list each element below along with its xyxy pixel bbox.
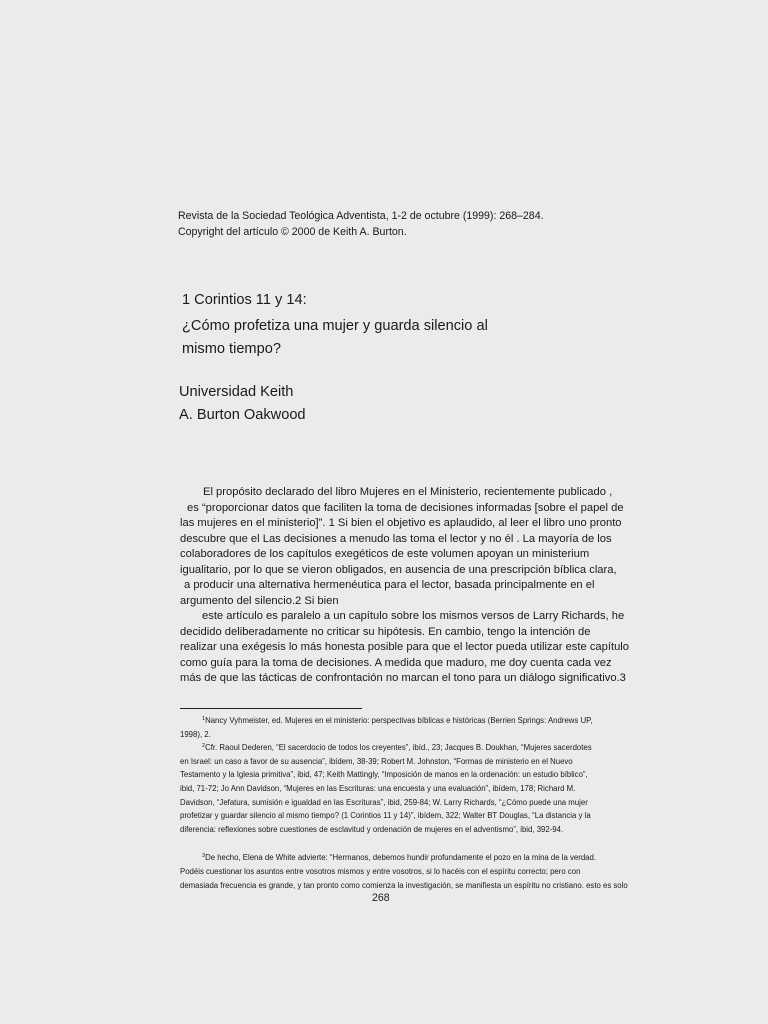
footnote-divider (180, 708, 362, 709)
body-line: descubre que el Las decisiones a menudo las toma el lector y no él . La mayoría de los (180, 532, 612, 545)
article-title (182, 289, 488, 361)
title-line: mismo tiempo? (182, 341, 281, 357)
footnote-1 (180, 714, 610, 728)
footnote-2 (180, 741, 610, 755)
body-line: más de que las tácticas de confrontación no marcan el tono para un diálogo significativo.3 (180, 672, 626, 684)
footnote-line: diferencia: reflexiones sobre cuestiones de esclavitud y ordenación de mujeres en el adventismo”, ibid, 392-94. (180, 824, 564, 834)
author-line: A. Burton Oakwood (179, 407, 306, 423)
footnote-line: demasiada frecuencia es grande, y tan pronto como comienza la investigación, se manifiesta un espíritu no cristiano. esto es solo (180, 880, 628, 890)
journal-header (178, 209, 544, 240)
footnote-spacer (180, 836, 610, 851)
footnote-3 (180, 851, 610, 865)
body-line: argumento del silencio.2 Si bien (180, 594, 339, 607)
body-line: este artículo es paralelo a un capítulo sobre los mismos versos de Larry Richards, he (202, 610, 625, 622)
body-line: decidido deliberadamente no criticar su hipótesis. En cambio, tengo la intención de (180, 625, 591, 638)
page-number: 268 (372, 892, 390, 904)
title-line: 1 Corintios 11 y 14: (182, 292, 307, 308)
body-line: colaboradores de los capítulos exegéticos de este volumen apoyan un ministerium (180, 548, 590, 560)
body-line: a producir una alternativa hermenéutica para el lector, basada principalmente en el (184, 579, 595, 591)
footnote-text: De hecho, Elena de White advierte: “Hermanos, debemos hundir profundamente el pozo en la mina de la verdad. (205, 853, 597, 863)
body-line: las mujeres en el ministerio]”. 1 Si bien el objetivo es aplaudido, al leer el libro uno pronto (180, 517, 622, 529)
footnotes (180, 714, 628, 892)
footnote-text: Cfr. Raoul Dederen, “El sacerdocio de todos los creyentes”, ibíd., 23; Jacques B. Doukhan, “Mujeres sacerdotes (205, 743, 592, 753)
title-line: ¿Cómo profetiza una mujer y guarda silencio al (182, 318, 488, 334)
author-line: Universidad Keith (179, 384, 294, 400)
footnote-line: Testamento y la Iglesia primitiva”, ibid, 47; Keith Mattingly, “Imposición de manos en la ordenación: un estudio bíblico”, (180, 770, 588, 780)
body-paragraph (180, 485, 630, 687)
body-line: El propósito declarado del libro Mujeres en el Ministerio, recientemente publicado , (203, 486, 613, 498)
journal-citation: Revista de la Sociedad Teológica Adventista, 1-2 de octubre (1999): 268–284. (178, 210, 544, 222)
footnote-line: profetizar y guardar silencio al mismo tiempo? (1 Corintios 11 y 14)”, ibídem, 322; Walter BT Douglas, “La distancia y la (180, 811, 591, 821)
footnote-marker: 2 (202, 743, 206, 750)
body-line: realizar una exégesis lo más honesta posible para que el lector pueda utilizar este capítulo (180, 641, 630, 653)
footnote-line: 1998), 2. (180, 729, 211, 739)
author-block (179, 381, 306, 427)
footnote-marker: 1 (202, 716, 206, 722)
footnote-text: Nancy Vyhmeister, ed. Mujeres en el ministerio: perspectivas bíblicas e históricas (Berrien Springs: Andrews UP, (205, 716, 593, 725)
body-line: igualitario, por lo que se vieron obligados, en ausencia de una prescripción bíblica clara, (180, 563, 617, 576)
footnote-line: Davidson, “Jefatura, sumisión e igualdad en las Escrituras”, ibid, 259-84; W. Larry Richards, “¿Cómo puede una mujer (180, 797, 588, 807)
footnote-line: ibid, 71-72; Jo Ann Davidson, “Mujeres en las Escrituras: una encuesta y una evaluación”, ibídem, 178; Richard M. (180, 783, 576, 793)
body-line: como guía para la toma de decisiones. A medida que maduro, me doy cuenta cada vez (180, 656, 612, 669)
footnote-line: en Israel: un caso a favor de su ausencia”, ibídem, 38-39; Robert M. Johnston, “Formas de ministerio en el Nuevo (180, 756, 573, 766)
body-line: es “proporcionar datos que faciliten la toma de decisiones informadas [sobre el papel de (187, 501, 624, 514)
copyright-notice: Copyright del artículo © 2000 de Keith A. Burton. (178, 225, 407, 238)
footnote-marker: 3 (202, 853, 206, 860)
footnote-line: Podéis cuestionar los asuntos entre vosotros mismos y entre vosotros, si lo hacéis con el espíritu correcto; pero con (180, 866, 581, 876)
